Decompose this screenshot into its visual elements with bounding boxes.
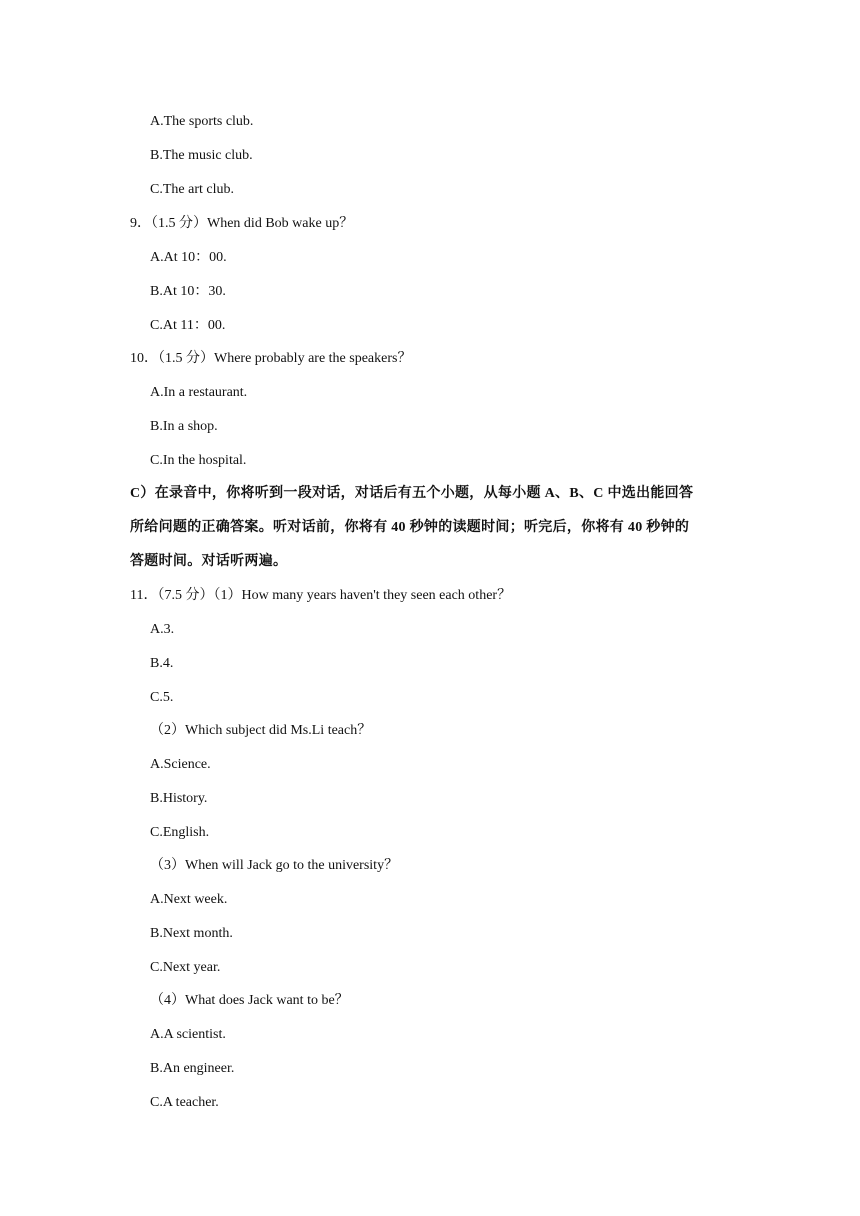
- q8-option-c: C.The art club.: [150, 182, 234, 197]
- q11-4-stem: （4）What does Jack want to be？: [150, 993, 349, 1008]
- q11-3-option-c: C.Next year.: [150, 960, 221, 975]
- q11-4-option-a: A.A scientist.: [150, 1027, 226, 1042]
- q11-2-option-a: A.Science.: [150, 757, 211, 772]
- q11-2-stem: （2）Which subject did Ms.Li teach？: [150, 723, 372, 738]
- q11-3-option-b: B.Next month.: [150, 926, 233, 941]
- q10-option-a: A.In a restaurant.: [150, 385, 248, 400]
- q10-option-b: B.In a shop.: [150, 419, 218, 434]
- q11-4-option-b: B.An engineer.: [150, 1061, 235, 1076]
- q11-3-option-a: A.Next week.: [150, 892, 228, 907]
- q9-option-c: C.At 11：00.: [150, 318, 226, 333]
- q11-1-option-b: B.4.: [150, 656, 174, 671]
- q9-option-a: A.At 10：00.: [150, 250, 227, 265]
- q9-stem: 9．（1.5 分）When did Bob wake up？: [130, 216, 354, 231]
- q11-4-option-c: C.A teacher.: [150, 1095, 219, 1110]
- q10-stem: 10．（1.5 分）Where probably are the speakers？: [130, 351, 412, 366]
- q8-option-a: A.The sports club.: [150, 114, 254, 129]
- q8-option-b: B.The music club.: [150, 148, 253, 163]
- q9-option-b: B.At 10：30.: [150, 284, 226, 299]
- section-c-instruction-line-1: C）在录音中，你将听到一段对话，对话后有五个小题，从每小题 A、B、C 中选出能回答: [130, 486, 694, 501]
- q11-stem: 11．（7.5 分）（1）How many years haven't they seen each other？: [130, 588, 512, 603]
- q11-1-option-a: A.3.: [150, 622, 175, 637]
- q11-3-stem: （3）When will Jack go to the university？: [150, 858, 399, 873]
- q11-1-option-c: C.5.: [150, 690, 174, 705]
- section-c-instruction-line-2: 所给问题的正确答案。听对话前，你将有 40 秒钟的读题时间；听完后，你将有 40 秒钟的: [130, 520, 690, 535]
- q10-option-c: C.In the hospital.: [150, 453, 247, 468]
- q11-2-option-b: B.History.: [150, 791, 208, 806]
- q11-2-option-c: C.English.: [150, 825, 210, 840]
- section-c-instruction-line-3: 答题时间。对话听两遍。: [130, 554, 288, 569]
